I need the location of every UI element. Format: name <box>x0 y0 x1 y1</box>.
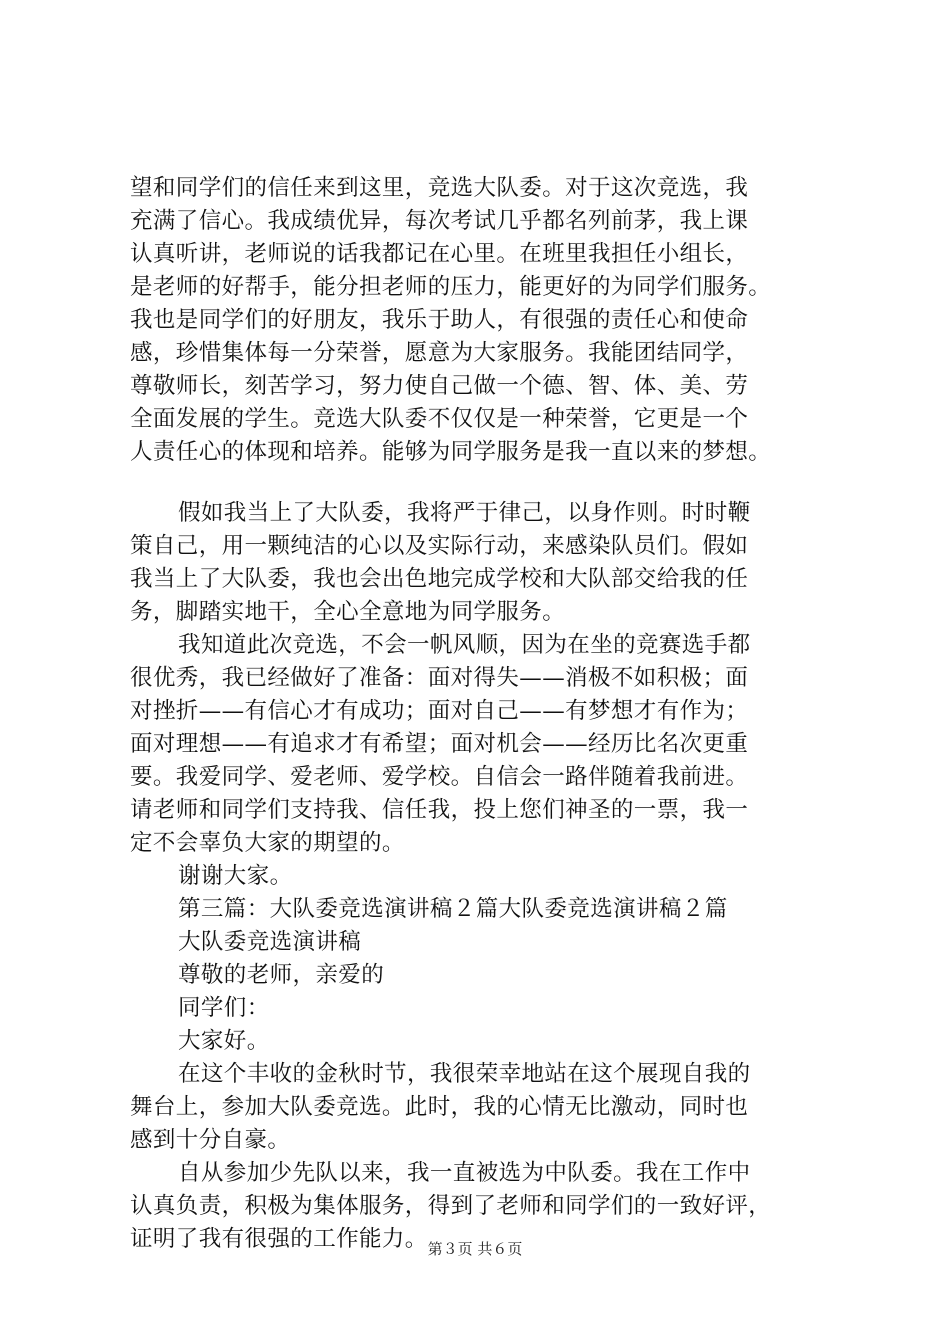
document-body <box>130 172 850 1256</box>
text-line: 证明了我有很强的工作能力。 <box>130 1226 428 1252</box>
page-number: 第３页 共６页 <box>427 1240 523 1258</box>
text-line: 我当上了大队委，我也会出色地完成学校和大队部交给我的任 <box>130 566 749 592</box>
text-line: 人责任心的体现和培养。能够为同学服务是我一直以来的梦想。 <box>130 439 772 465</box>
text-line: 请老师和同学们支持我、信任我，投上您们神圣的一票，我一 <box>130 797 749 823</box>
greeting-line: 大家好。 <box>178 1028 270 1054</box>
text-line: 是老师的好帮手，能分担老师的压力，能更好的为同学们服务。 <box>130 274 772 300</box>
text-line: 很优秀，我已经做好了准备：面对得失——消极不如积极；面 <box>130 665 749 691</box>
text-line: 自从参加少先队以来，我一直被选为中队委。我在工作中 <box>178 1160 751 1186</box>
text-line: 感，珍惜集体每一分荣誉，愿意为大家服务。我能团结同学， <box>130 340 749 366</box>
paragraph <box>130 629 850 860</box>
paragraph <box>130 1058 850 1157</box>
text-line: 认真听讲，老师说的话我都记在心里。在班里我担任小组长， <box>130 241 749 267</box>
section-heading: 第三篇：大队委竞选演讲稿２篇大队委竞选演讲稿２篇 <box>178 896 728 922</box>
text-line: 充满了信心。我成绩优异，每次考试几乎都名列前茅，我上课 <box>130 208 749 234</box>
text-line: 认真负责，积极为集体服务，得到了老师和同学们的一致好评， <box>130 1193 772 1219</box>
text-line: 要。我爱同学、爱老师、爱学校。自信会一路伴随着我前进。 <box>130 764 749 790</box>
text-line: 舞台上，参加大队委竞选。此时，我的心情无比激动，同时也 <box>130 1094 749 1120</box>
thanks-line: 谢谢大家。 <box>178 863 293 889</box>
speech-title: 大队委竞选演讲稿 <box>178 929 362 955</box>
text-line: 策自己，用一颗纯洁的心以及实际行动，来感染队员们。假如 <box>130 533 749 559</box>
text-line: 定不会辜负大家的期望的。 <box>130 830 405 856</box>
text-line: 我知道此次竞选，不会一帆风顺，因为在坐的竞赛选手都 <box>178 632 751 658</box>
paragraph-gap <box>130 469 850 497</box>
text-line: 假如我当上了大队委，我将严于律己，以身作则。时时鞭 <box>178 500 751 526</box>
text-line: 对挫折——有信心才有成功；面对自己——有梦想才有作为； <box>130 698 749 724</box>
greeting-line: 尊敬的老师，亲爱的 <box>178 962 385 988</box>
text-line: 望和同学们的信任来到这里，竞选大队委。对于这次竞选，我 <box>130 175 749 201</box>
greeting-line: 同学们： <box>178 995 270 1021</box>
text-line: 务，脚踏实地干，全心全意地为同学服务。 <box>130 599 566 625</box>
text-line: 感到十分自豪。 <box>130 1127 291 1153</box>
text-line: 全面发展的学生。竞选大队委不仅仅是一种荣誉，它更是一个 <box>130 406 749 432</box>
paragraph <box>130 497 850 629</box>
text-line: 我也是同学们的好朋友，我乐于助人，有很强的责任心和使命 <box>130 307 749 333</box>
paragraph <box>130 172 850 469</box>
text-line: 面对理想——有追求才有希望；面对机会——经历比名次更重 <box>130 731 749 757</box>
text-line: 在这个丰收的金秋时节，我很荣幸地站在这个展现自我的 <box>178 1061 751 1087</box>
text-line: 尊敬师长，刻苦学习，努力使自己做一个德、智、体、美、劳 <box>130 373 749 399</box>
